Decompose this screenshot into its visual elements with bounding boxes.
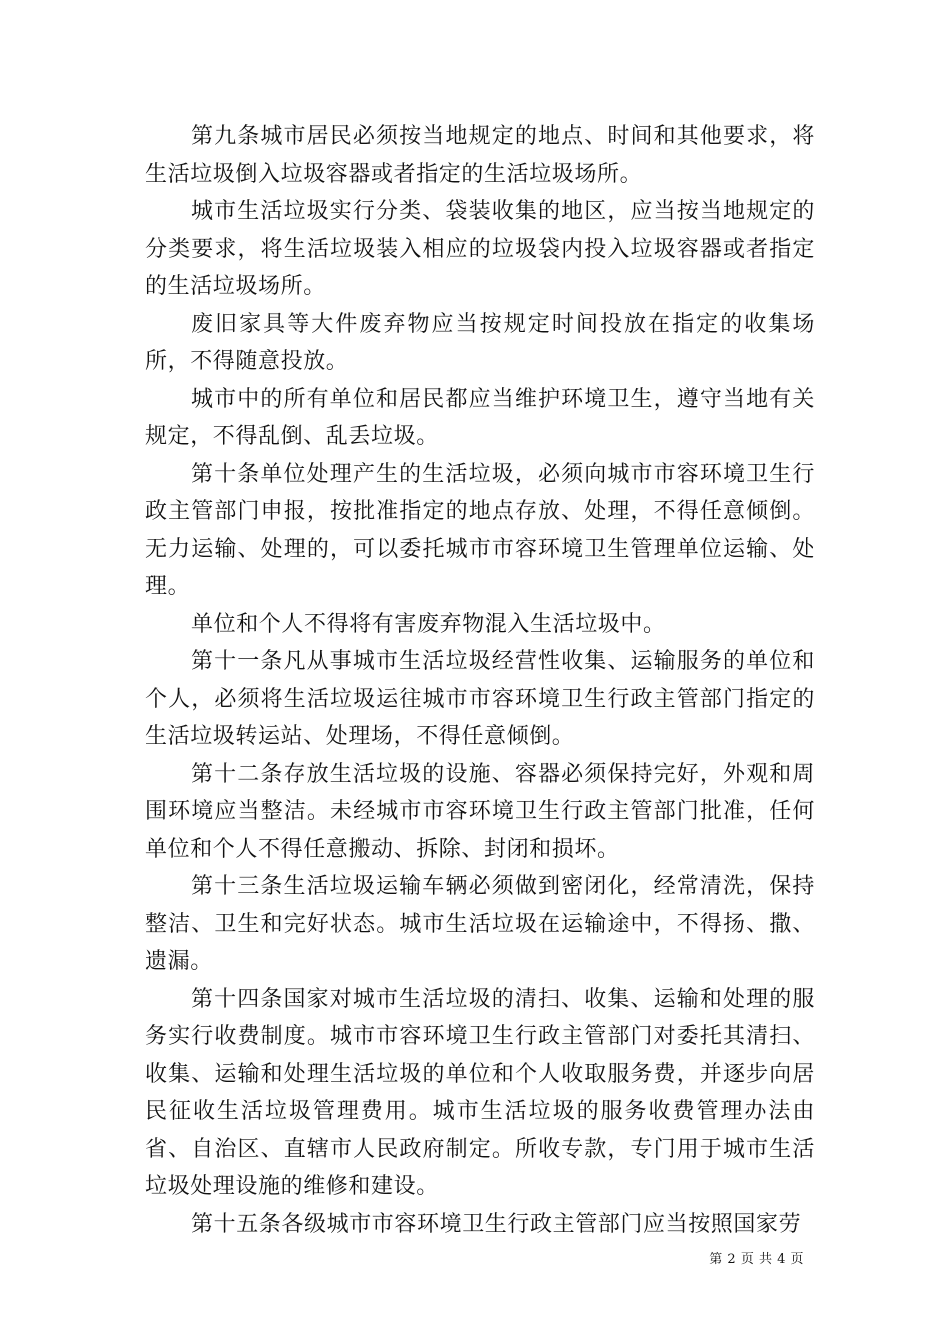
- document-body: [145, 118, 815, 1243]
- page-number-footer: 第 2 页 共 4 页: [709, 1252, 804, 1267]
- paragraph-article-11: 第十一条凡从事城市生活垃圾经营性收集、运输服务的单位和个人，必须将生活垃圾运往城市市容环境卫生行政主管部门指定的生活垃圾转运站、处理场，不得任意倾倒。: [145, 649, 815, 749]
- paragraph-article-13: 第十三条生活垃圾运输车辆必须做到密闭化，经常清洗，保持整洁、卫生和完好状态。城市生活垃圾在运输途中，不得扬、撒、遗漏。: [145, 874, 815, 974]
- paragraph-article-14: 第十四条国家对城市生活垃圾的清扫、收集、运输和处理的服务实行收费制度。城市市容环境卫生行政主管部门对委托其清扫、收集、运输和处理生活垃圾的单位和个人收取服务费，并逐步向居民征收生活垃圾管理费用。城市生活垃圾的服务收费管理办法由省、自治区、直辖市人民政府制定。所收专款，专门用于城市生活垃圾处理设施的维修和建设。: [145, 986, 815, 1199]
- paragraph-article-10: 第十条单位处理产生的生活垃圾，必须向城市市容环境卫生行政主管部门申报，按批准指定的地点存放、处理，不得任意倾倒。无力运输、处理的，可以委托城市市容环境卫生管理单位运输、处理。: [145, 461, 815, 599]
- paragraph-article-15: 第十五条各级城市市容环境卫生行政主管部门应当按照国家劳: [191, 1211, 802, 1237]
- paragraph-hazardous-waste: 单位和个人不得将有害废弃物混入生活垃圾中。: [191, 611, 666, 637]
- paragraph-environmental-sanitation: 城市中的所有单位和居民都应当维护环境卫生，遵守当地有关规定，不得乱倒、乱丢垃圾。: [145, 386, 815, 449]
- paragraph-bulky-waste: 废旧家具等大件废弃物应当按规定时间投放在指定的收集场所，不得随意投放。: [145, 311, 815, 374]
- paragraph-sorted-collection: 城市生活垃圾实行分类、袋装收集的地区，应当按当地规定的分类要求，将生活垃圾装入相应的垃圾袋内投入垃圾容器或者指定的生活垃圾场所。: [145, 199, 815, 299]
- paragraph-article-12: 第十二条存放生活垃圾的设施、容器必须保持完好，外观和周围环境应当整洁。未经城市市容环境卫生行政主管部门批准，任何单位和个人不得任意搬动、拆除、封闭和损坏。: [145, 761, 815, 862]
- paragraph-article-9: 第九条城市居民必须按当地规定的地点、时间和其他要求，将生活垃圾倒入垃圾容器或者指定的生活垃圾场所。: [145, 124, 815, 187]
